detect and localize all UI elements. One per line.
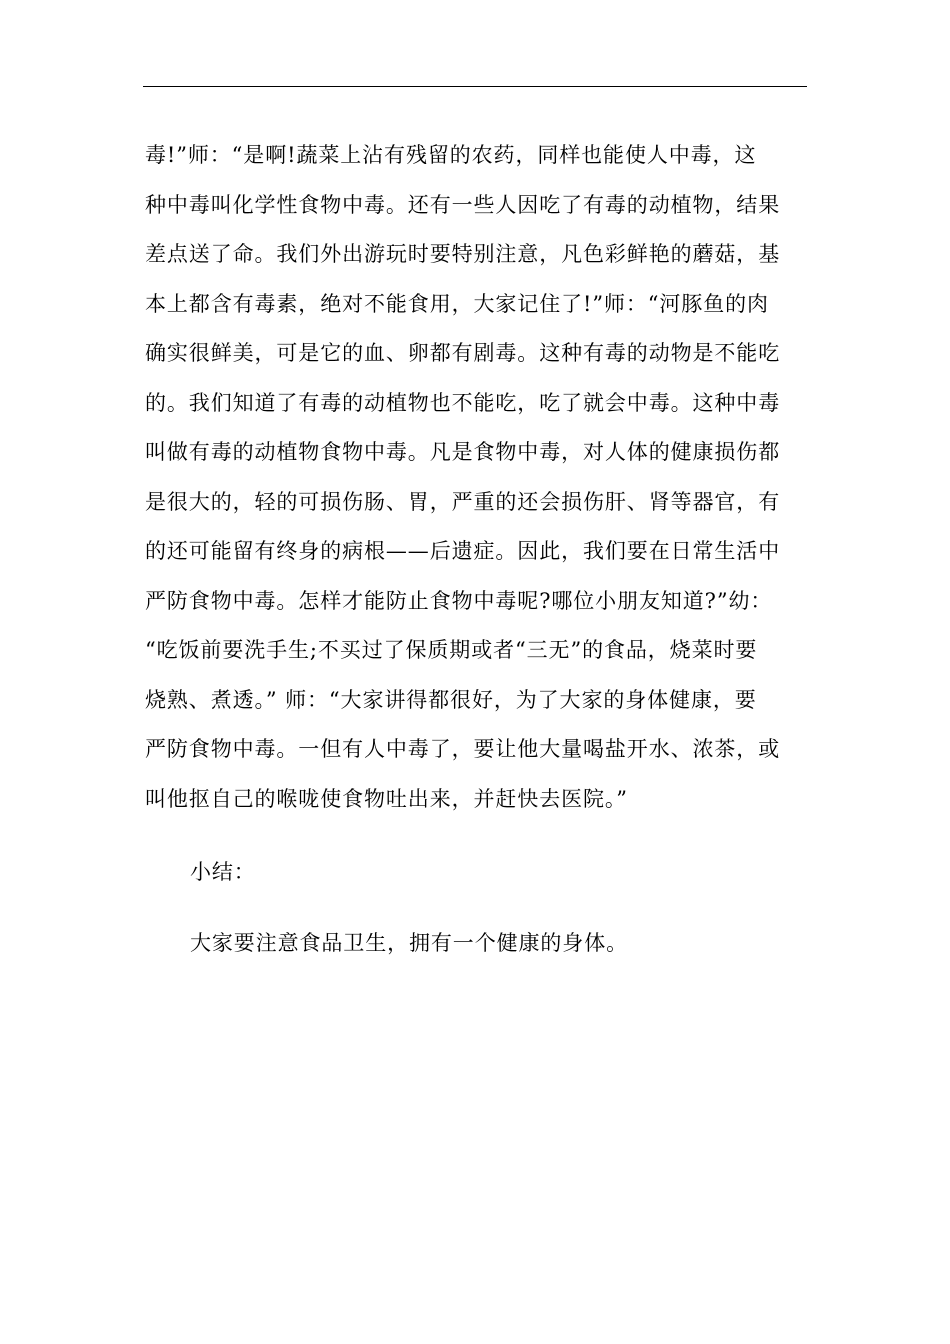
text-line: 叫做有毒的动植物食物中毒。凡是食物中毒，对人体的健康损伤都 xyxy=(145,440,781,464)
text-line: 叫他抠自己的喉咙使食物吐出来，并赶快去医院。” xyxy=(145,786,628,811)
header-rule xyxy=(143,86,807,87)
summary-text: 大家要注意食品卫生，拥有一个健康的身体。 xyxy=(190,931,628,955)
text-line: 是很大的，轻的可损伤肠、胃，严重的还会损伤肝、肾等器官，有 xyxy=(145,489,781,514)
text-line: 确实很鲜美，可是它的血、卵都有剧毒。这种有毒的动物是不能吃 xyxy=(145,341,781,365)
text-line: 烧熟、煮透。” 师：“大家讲得都很好，为了大家的身体健康，要 xyxy=(145,687,757,712)
text-line: 的。我们知道了有毒的动植物也不能吃，吃了就会中毒。这种中毒 xyxy=(145,390,781,415)
text-line: 种中毒叫化学性食物中毒。还有一些人因吃了有毒的动植物，结果 xyxy=(145,192,781,217)
text-line: 的还可能留有终身的病根——后遗症。因此，我们要在日常生活中 xyxy=(145,539,781,563)
text-line: 毒!”师：“是啊!蔬菜上沾有残留的农药，同样也能使人中毒，这 xyxy=(145,143,757,167)
text-line: “吃饭前要洗手生;不买过了保质期或者“三无”的食品，烧菜时要 xyxy=(145,638,758,662)
text-line: 本上都含有毒素，绝对不能食用，大家记住了!”师：“河豚鱼的肉 xyxy=(145,291,769,316)
text-line: 差点送了命。我们外出游玩时要特别注意，凡色彩鲜艳的蘑菇，基 xyxy=(145,242,781,266)
summary-label: 小结： xyxy=(190,860,256,884)
text-line: 严防食物中毒。一但有人中毒了，要让他大量喝盐开水、浓茶，或 xyxy=(145,737,781,761)
body-paragraph xyxy=(145,131,807,824)
text-line: 严防食物中毒。怎样才能防止食物中毒呢?哪位小朋友知道?”幼： xyxy=(145,588,773,613)
